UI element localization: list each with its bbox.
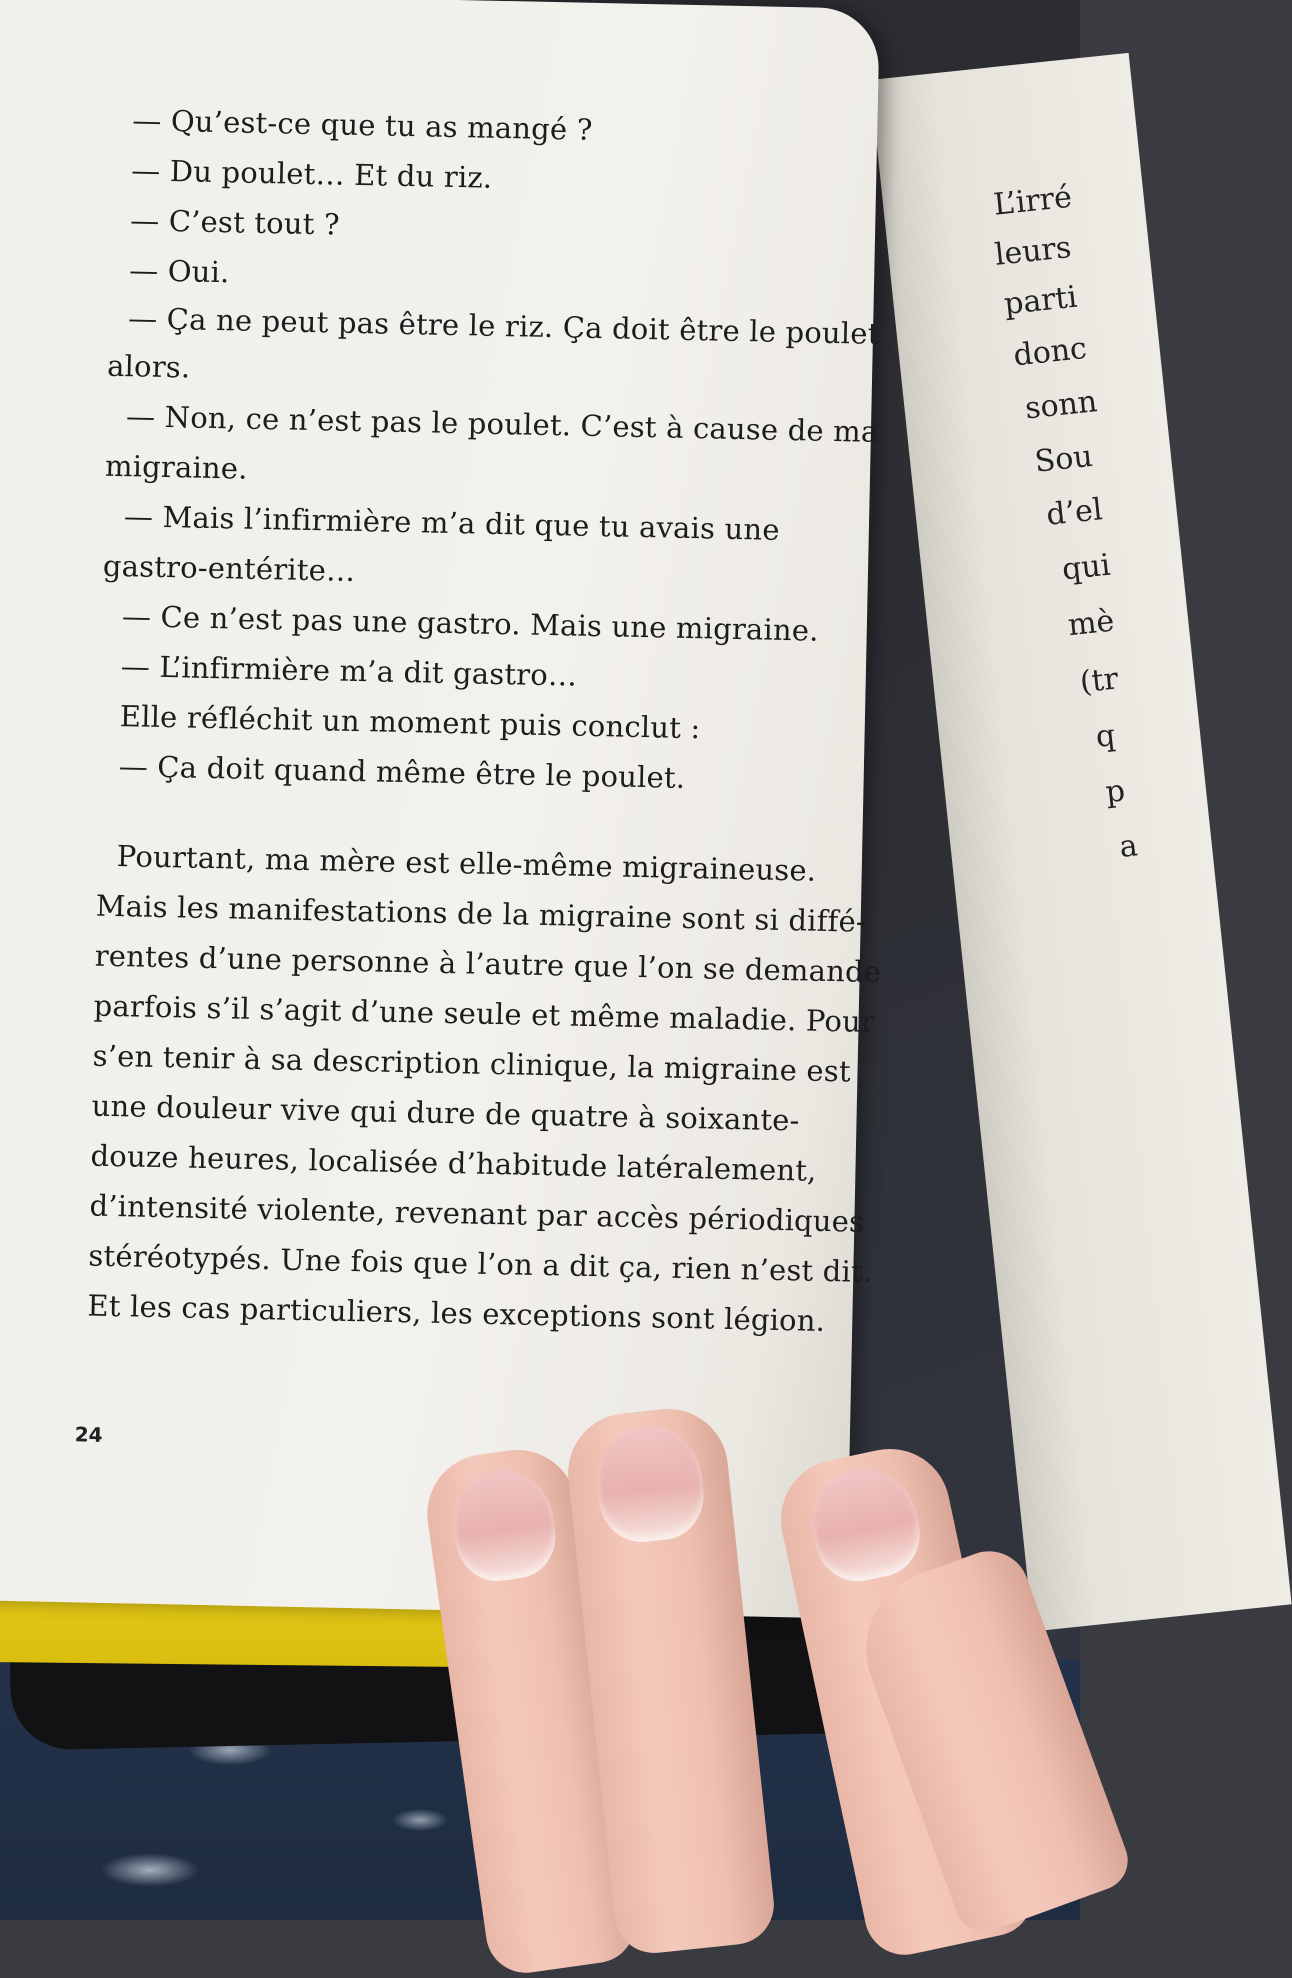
right-page-fragment: donc [1011,330,1089,374]
text-line: — Ça doit quand même être le poulet. [118,749,686,795]
right-page-fragment: parti [1002,279,1079,323]
text-line: — Ça ne peut pas être le riz. Ça doit être le poulet [127,301,880,351]
right-page-fragment: p [1103,773,1127,811]
text-line: s’en tenir à sa description clinique, la migraine est [92,1038,852,1089]
text-line: migraine. [104,448,249,486]
right-page-fragment: L’irré [991,179,1074,223]
text-line: une douleur vive qui dure de quatre à soixante- [91,1088,800,1138]
fingernail [592,1421,708,1546]
page-text [87,103,883,1338]
text-line: — Oui. [128,253,230,290]
text-line: Et les cas particuliers, les exceptions sont légion. [87,1288,826,1338]
text-line: — C’est tout ? [129,203,341,242]
right-page-fragment: q [1094,718,1117,755]
text-line: — Du poulet… Et du riz. [130,153,493,195]
text-line: stéréotypés. Une fois que l’on a dit ça, rien n’est dit. [88,1238,873,1289]
right-page-fragment: leurs [993,230,1073,273]
text-line: Mais les manifestations de la migraine sont si diffé- [95,888,867,939]
text-line: — Non, ce n’est pas le poulet. C’est à cause de ma [125,399,879,449]
text-line: rentes d’une personne à l’autre que l’on se demande [94,938,882,990]
text-line: d’intensité violente, revenant par accès périodiques [89,1188,865,1239]
text-line: douze heures, localisée d’habitude latéralement, [90,1138,817,1188]
right-page-fragment: mè [1066,603,1116,644]
text-line: Elle réfléchit un moment puis conclut : [119,699,701,746]
text-line: — Qu’est-ce que tu as mangé ? [131,103,593,147]
text-line: — Mais l’infirmière m’a dit que tu avais une [123,499,781,547]
text-line: Pourtant, ma mère est elle-même migraineuse. [116,839,817,888]
text-line: — L’infirmière m’a dit gastro… [120,649,578,693]
right-page-fragment: (tr [1078,661,1120,701]
right-page-fragment: d’el [1044,492,1105,533]
right-page-fragment: a [1117,828,1140,866]
fingernail [802,1460,928,1589]
right-page-fragment: sonn [1023,384,1099,427]
text-line: — Ce n’est pas une gastro. Mais une migraine. [121,599,819,648]
right-page-fragment: Sou [1033,438,1095,480]
right-page-fragment: qui [1060,547,1112,588]
page-number: 24 [74,1422,103,1447]
text-line: gastro-entérite… [102,548,356,588]
fingernail [447,1463,561,1586]
text-line: alors. [106,348,191,385]
text-line: parfois s’il s’agit d’une seule et même maladie. Pour [93,988,876,1039]
